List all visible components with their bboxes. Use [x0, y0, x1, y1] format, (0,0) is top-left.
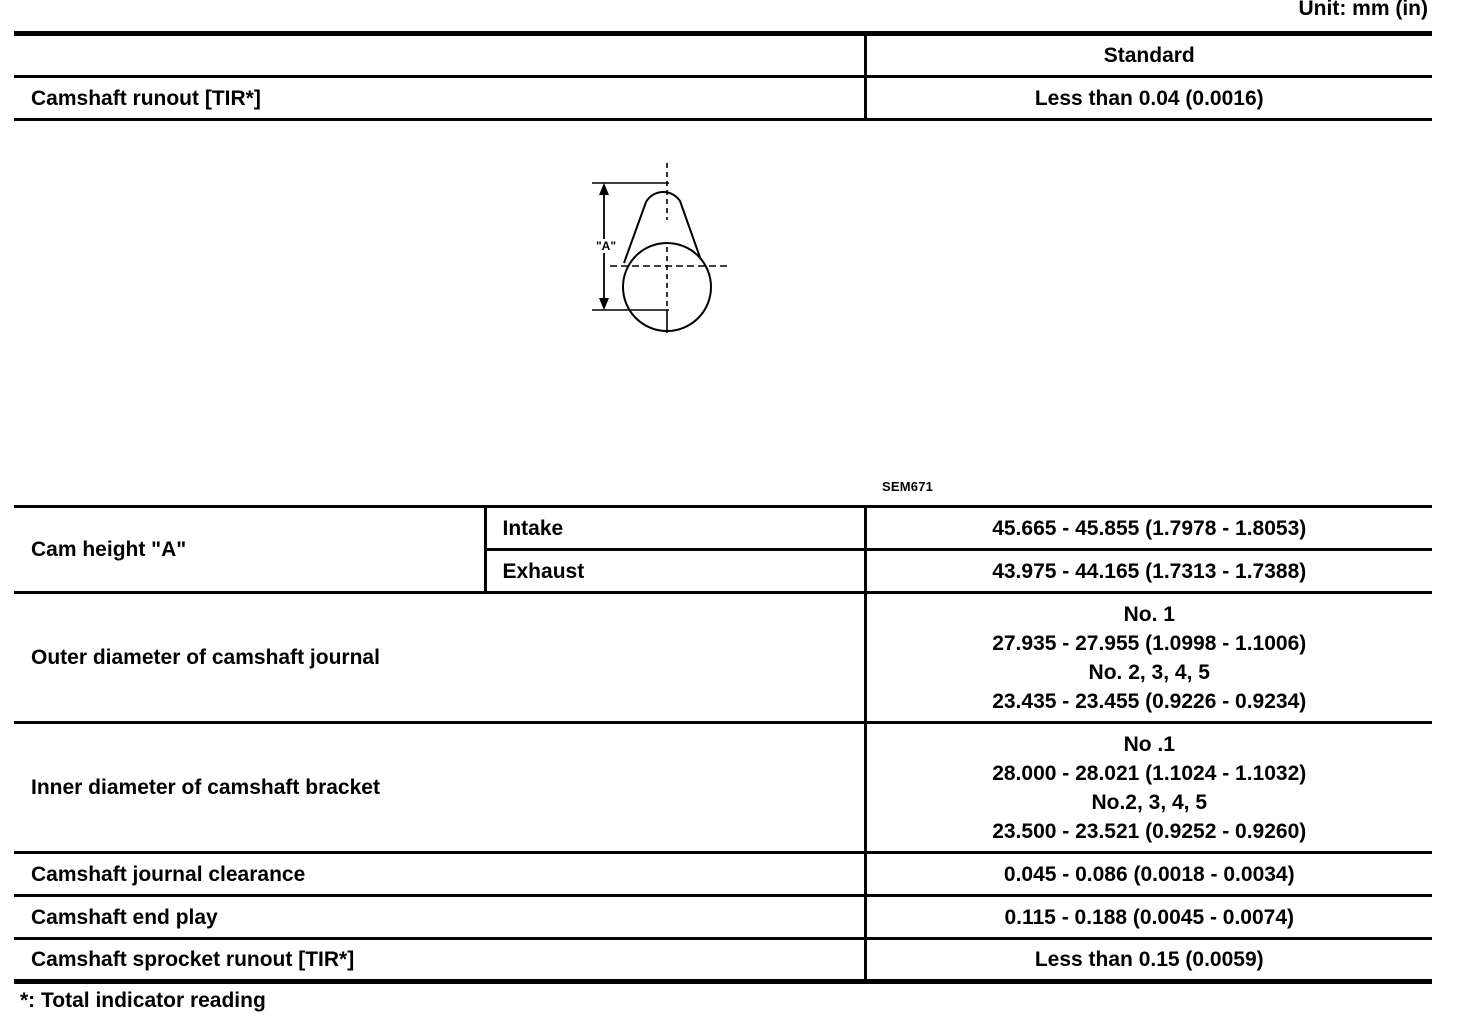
bracket-id-line: 28.000 - 28.021 (1.1024 - 1.1032): [992, 761, 1307, 785]
bracket-id-line: No .1: [1123, 732, 1175, 756]
journal-od-line: 23.435 - 23.455 (0.9226 - 0.9234): [992, 689, 1307, 713]
sprocket-runout-label: Camshaft sprocket runout [TIR*]: [14, 939, 865, 982]
runout-table: [14, 31, 1432, 121]
standard-header: Standard: [865, 34, 1432, 77]
journal-clearance-row: [14, 853, 1432, 896]
cam-height-intake-row: [14, 507, 1432, 550]
journal-od-label: Outer diameter of camshaft journal: [14, 593, 865, 723]
runout-label: Camshaft runout [TIR*]: [14, 77, 865, 120]
journal-od-line: No. 1: [1123, 602, 1175, 626]
journal-clearance-value: 0.045 - 0.086 (0.0018 - 0.0034): [865, 853, 1432, 896]
journal-od-row: [14, 593, 1432, 723]
header-row: [14, 34, 1432, 77]
intake-value: 45.665 - 45.855 (1.7978 - 1.8053): [865, 507, 1432, 550]
bracket-id-row: [14, 723, 1432, 853]
camshaft-spec-table: [14, 505, 1432, 984]
end-play-value: 0.115 - 0.188 (0.0045 - 0.0074): [865, 896, 1432, 939]
journal-od-values: [865, 593, 1432, 723]
cam-lobe-diagram: [574, 157, 744, 337]
journal-od-line: 27.935 - 27.955 (1.0998 - 1.1006): [992, 631, 1307, 655]
intake-label: Intake: [485, 507, 865, 550]
header-blank-cell: [14, 34, 865, 77]
end-play-row: [14, 896, 1432, 939]
journal-clearance-label: Camshaft journal clearance: [14, 853, 865, 896]
end-play-label: Camshaft end play: [14, 896, 865, 939]
bracket-id-values: [865, 723, 1432, 853]
dimension-a-label: "A": [595, 239, 617, 253]
sprocket-runout-row: [14, 939, 1432, 982]
runout-row: [14, 77, 1432, 120]
cam-height-label: Cam height "A": [31, 538, 187, 561]
sprocket-runout-value: Less than 0.15 (0.0059): [865, 939, 1432, 982]
unit-label: Unit: mm (in): [1298, 0, 1428, 20]
bracket-id-line: No.2, 3, 4, 5: [1091, 790, 1208, 814]
figure-code: SEM671: [882, 479, 934, 494]
journal-od-line: No. 2, 3, 4, 5: [1088, 660, 1210, 684]
exhaust-value: 43.975 - 44.165 (1.7313 - 1.7388): [865, 550, 1432, 593]
runout-value: Less than 0.04 (0.0016): [865, 77, 1432, 120]
bracket-id-label: Inner diameter of camshaft bracket: [14, 723, 865, 853]
cam-diagram-area: [14, 121, 1432, 505]
footnote: *: Total indicator reading: [20, 989, 266, 1012]
bracket-id-line: 23.500 - 23.521 (0.9252 - 0.9260): [992, 819, 1307, 843]
exhaust-label: Exhaust: [485, 550, 865, 593]
